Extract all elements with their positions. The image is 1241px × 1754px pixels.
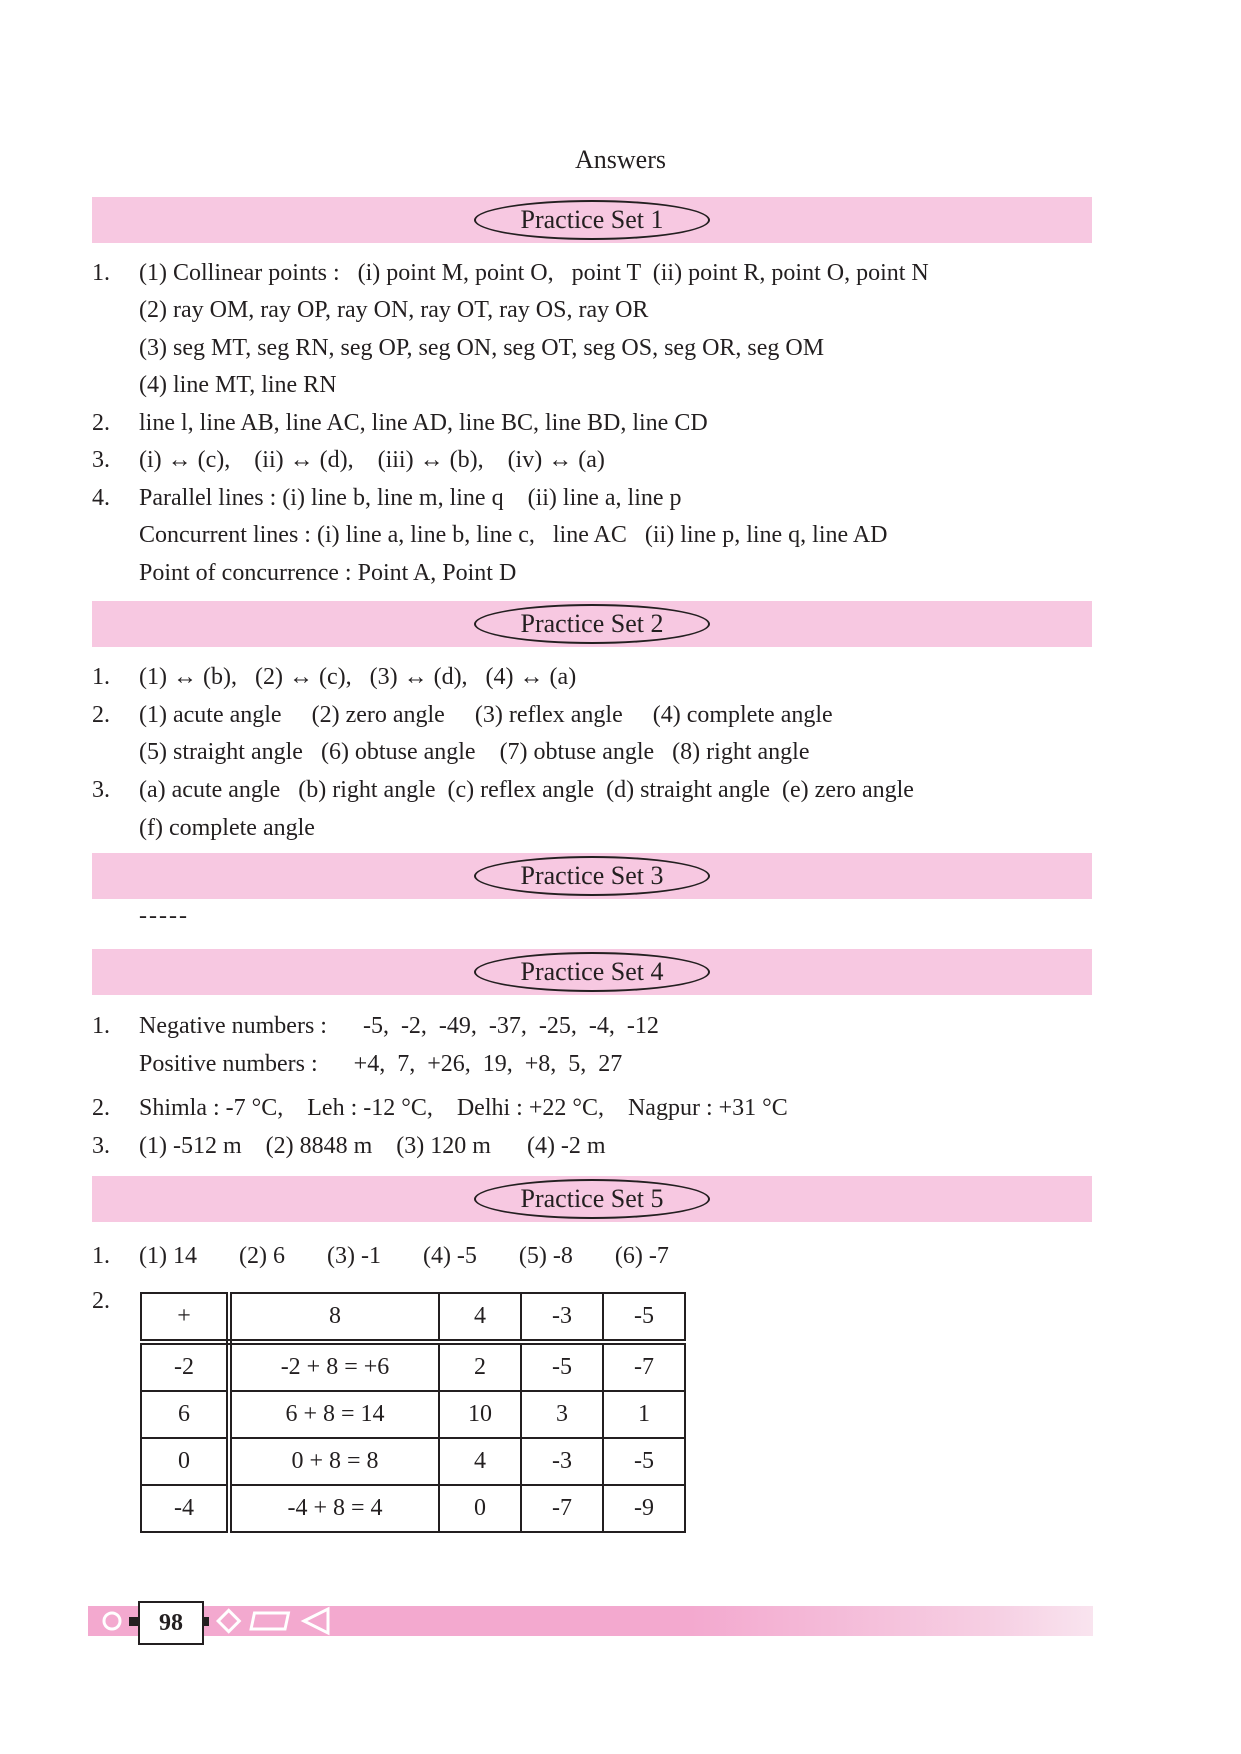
- answer-line: (f) complete angle: [139, 815, 315, 841]
- circle-shape-icon: [104, 1613, 120, 1629]
- practice-set-5-band: [92, 1176, 1092, 1222]
- table-row: [141, 1485, 685, 1532]
- page-title: Answers: [575, 145, 666, 174]
- answer-line: (3) seg MT, seg RN, seg OP, seg ON, seg OT, seg OS, seg OR, seg OM: [139, 335, 825, 361]
- answer-line: (1) 14 (2) 6 (3) -1 (4) -5 (5) -8 (6) -7: [139, 1243, 669, 1269]
- empty-answer-dashes: -----: [139, 903, 189, 929]
- answer-line: Parallel lines : (i) line b, line m, line q (ii) line a, line p: [139, 485, 682, 511]
- table-cell: -2: [141, 1342, 229, 1391]
- table-cell: -3: [521, 1438, 603, 1485]
- table-cell: 10: [439, 1391, 521, 1438]
- table-cell: 4: [439, 1293, 521, 1342]
- item-number: 2.: [92, 410, 110, 436]
- answer-line: (4) line MT, line RN: [139, 372, 337, 398]
- answer-line: (2) ray OM, ray OP, ray ON, ray OT, ray OS, ray OR: [139, 297, 649, 323]
- table-row: [141, 1293, 685, 1342]
- answer-line: (5) straight angle (6) obtuse angle (7) obtuse angle (8) right angle: [139, 739, 810, 765]
- diamond-shape-icon: [218, 1610, 239, 1631]
- table-cell: 1: [603, 1391, 685, 1438]
- answer-line: Shimla : -7 °C, Leh : -12 °C, Delhi : +22 °C, Nagpur : +31 °C: [139, 1095, 788, 1121]
- practice-set-4-band: [92, 949, 1092, 995]
- practice-set-3-heading: Practice Set 3: [474, 856, 710, 896]
- table-cell: 8: [229, 1293, 439, 1342]
- table-cell: -5: [603, 1293, 685, 1342]
- item-number: 3.: [92, 1133, 110, 1159]
- practice-set-2-heading: Practice Set 2: [474, 604, 710, 644]
- table-cell: -4: [141, 1485, 229, 1532]
- table-cell: 0: [439, 1485, 521, 1532]
- table-cell: -3: [521, 1293, 603, 1342]
- table-row: [141, 1342, 685, 1391]
- addition-table: [140, 1292, 686, 1533]
- answer-line: (1) ↔ (b), (2) ↔ (c), (3) ↔ (d), (4) ↔ (a): [139, 664, 577, 690]
- square-marker-icon: [129, 1617, 138, 1626]
- table-cell: 0: [141, 1438, 229, 1485]
- table-cell: 0 + 8 = 8: [229, 1438, 439, 1485]
- parallelogram-shape-icon: [251, 1613, 288, 1629]
- practice-set-3-band: [92, 853, 1092, 899]
- table-row: [141, 1438, 685, 1485]
- answer-line: (1) Collinear points : (i) point M, point O, point T (ii) point R, point O, point N: [139, 260, 929, 286]
- item-number: 1.: [92, 664, 110, 690]
- table-cell: -9: [603, 1485, 685, 1532]
- answer-line: Point of concurrence : Point A, Point D: [139, 560, 517, 586]
- table-cell: 6: [141, 1391, 229, 1438]
- table-cell: 4: [439, 1438, 521, 1485]
- item-number: 4.: [92, 485, 110, 511]
- item-number: 1.: [92, 1013, 110, 1039]
- answer-line: Positive numbers : +4, 7, +26, 19, +8, 5, 27: [139, 1051, 623, 1077]
- answer-line: (1) -512 m (2) 8848 m (3) 120 m (4) -2 m: [139, 1133, 606, 1159]
- answer-line: Concurrent lines : (i) line a, line b, line c, line AC (ii) line p, line q, line AD: [139, 522, 888, 548]
- table-cell: 6 + 8 = 14: [229, 1391, 439, 1438]
- practice-set-1-band: [92, 197, 1092, 243]
- practice-set-2-band: [92, 601, 1092, 647]
- answer-line: (i) ↔ (c), (ii) ↔ (d), (iii) ↔ (b), (iv) ↔ (a): [139, 447, 605, 473]
- table-cell: +: [141, 1293, 229, 1342]
- item-number: 3.: [92, 777, 110, 803]
- table-cell: 2: [439, 1342, 521, 1391]
- table-cell: 3: [521, 1391, 603, 1438]
- answer-line: (1) acute angle (2) zero angle (3) reflex angle (4) complete angle: [139, 702, 833, 728]
- answer-line: Negative numbers : -5, -2, -49, -37, -25, -4, -12: [139, 1013, 659, 1039]
- table-cell: -7: [521, 1485, 603, 1532]
- item-number: 2.: [92, 702, 110, 728]
- item-number: 2.: [92, 1288, 110, 1314]
- item-number: 1.: [92, 260, 110, 286]
- answer-line: line l, line AB, line AC, line AD, line BC, line BD, line CD: [139, 410, 708, 436]
- table-cell: -7: [603, 1342, 685, 1391]
- table-cell: -5: [603, 1438, 685, 1485]
- answer-line: (a) acute angle (b) right angle (c) reflex angle (d) straight angle (e) zero angle: [139, 777, 914, 803]
- table-cell: -2 + 8 = +6: [229, 1342, 439, 1391]
- practice-set-4-heading: Practice Set 4: [474, 952, 710, 992]
- item-number: 3.: [92, 447, 110, 473]
- table-cell: -5: [521, 1342, 603, 1391]
- table-cell: -4 + 8 = 4: [229, 1485, 439, 1532]
- practice-set-5-heading: Practice Set 5: [474, 1179, 710, 1219]
- item-number: 1.: [92, 1243, 110, 1269]
- table-row: [141, 1391, 685, 1438]
- triangle-shape-icon: [304, 1609, 328, 1633]
- footer-shapes-decoration: [88, 1601, 348, 1641]
- practice-set-1-heading: Practice Set 1: [474, 200, 710, 240]
- item-number: 2.: [92, 1095, 110, 1121]
- page-number: 98: [138, 1601, 204, 1645]
